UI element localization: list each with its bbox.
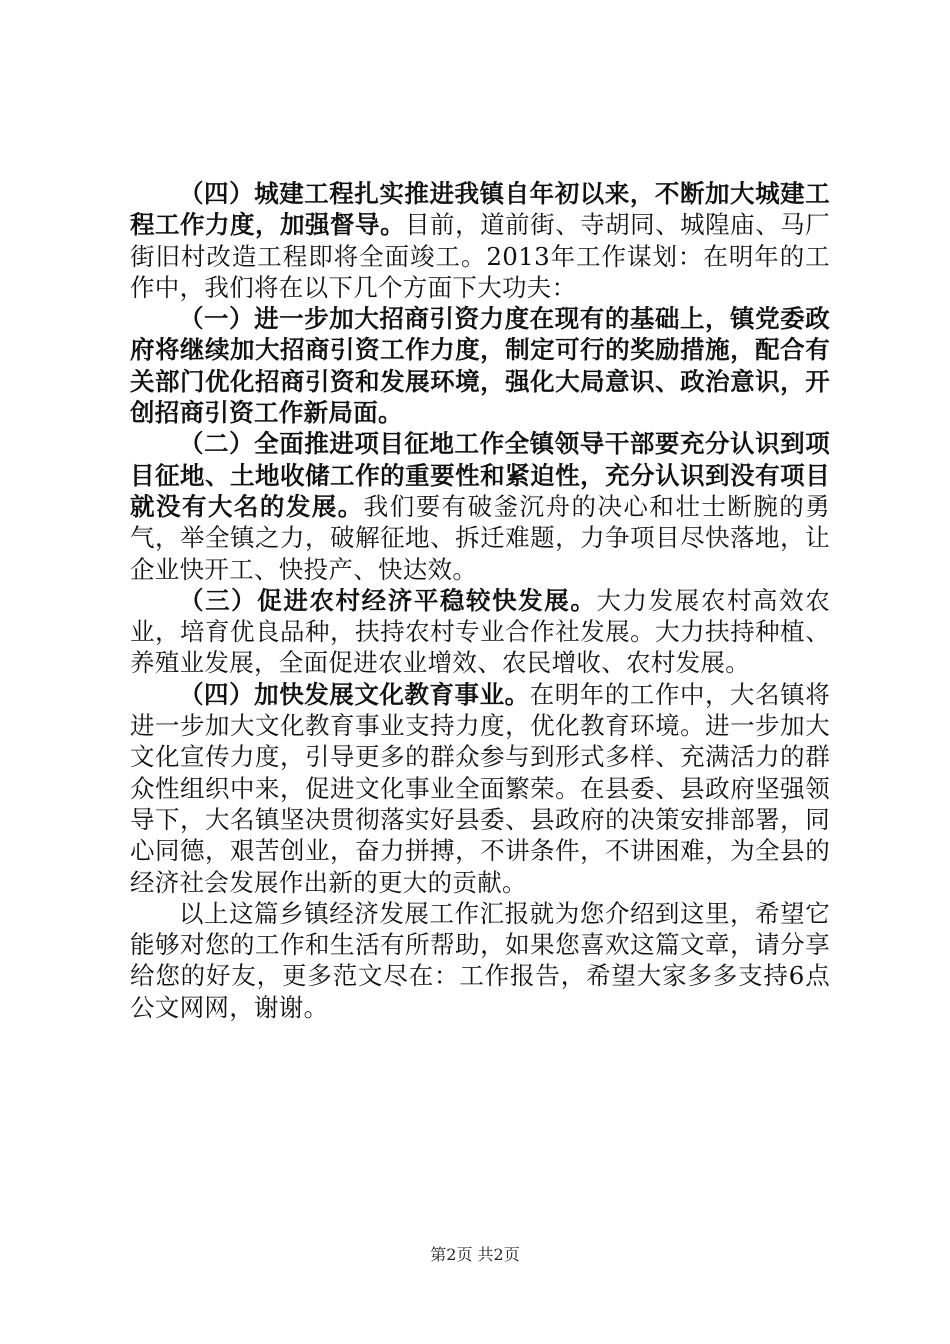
paragraph-text: 大力发展农村高效农业，培育优良品种，扶持农村专业合作社发展。大力扶持种植、养殖业发展，全面促进农业增效、农民增收、农村发展。 — [130, 585, 830, 678]
paragraph-lead: （四）城建工程扎实推进我镇自年初以来，不断加大城建工程工作力度，加强督导。 — [130, 179, 830, 240]
paragraph-text: 在明年的工作中，大名镇将进一步加大文化教育事业支持力度，优化教育环境。进一步加大文化宣传力度，引导更多的群众参与到形式多样、充满活力的群众性组织中来，促进文化事业全面繁荣。在县委、县政府坚强领导下，大名镇坚决贯彻落实好县委、县政府的决策安排部署，同心同德，艰苦创业，奋力拼搏，不讲条件，不讲困难，为全县的经济社会发展作出新的更大的贡献。 — [130, 679, 830, 897]
paragraph-urban-construction — [130, 178, 830, 303]
paragraph-culture-education — [130, 679, 830, 898]
paragraph-lead: （二）全面推进项目征地工作全镇领导干部要充分认识到项目征地、土地收储工作的重要性和紧迫性，充分认识到没有项目就没有大名的发展。 — [130, 429, 830, 521]
paragraph-text: 目前，道前街、寺胡同、城隍庙、马厂街旧村改造工程即将全面竣工。2013年工作谋划：在明年的工作中，我们将在以下几个方面下大功夫： — [130, 210, 830, 302]
paragraph-lead: （一）进一步加大招商引资力度在现有的基础上，镇党委政府将继续加大招商引资工作力度，制定可行的奖励措施，配合有关部门优化招商引资和发展环境，强化大局意识、政治意识，开创招商引资工作新局面。 — [130, 304, 830, 428]
document-body — [130, 178, 830, 1023]
page-number-footer: 第2页 共2页 — [430, 1245, 520, 1264]
paragraph-lead: （四）加快发展文化教育事业。 — [179, 679, 530, 709]
paragraph-closing — [130, 898, 830, 1023]
paragraph-investment — [130, 303, 830, 428]
paragraph-land-acquisition — [130, 428, 830, 584]
paragraph-text: 我们要有破釜沉舟的决心和壮士断腕的勇气，举全镇之力，破解征地、拆迁难题，力争项目尽快落地，让企业快开工、快投产、快达效。 — [130, 491, 830, 584]
paragraph-rural-economy — [130, 585, 830, 679]
paragraph-text: 以上这篇乡镇经济发展工作汇报就为您介绍到这里，希望它能够对您的工作和生活有所帮助，如果您喜欢这篇文章，请分享给您的好友，更多范文尽在：工作报告，希望大家多多支持6点公文网网，谢谢。 — [130, 898, 831, 1022]
paragraph-lead: （三）促进农村经济平稳较快发展。 — [179, 585, 597, 615]
